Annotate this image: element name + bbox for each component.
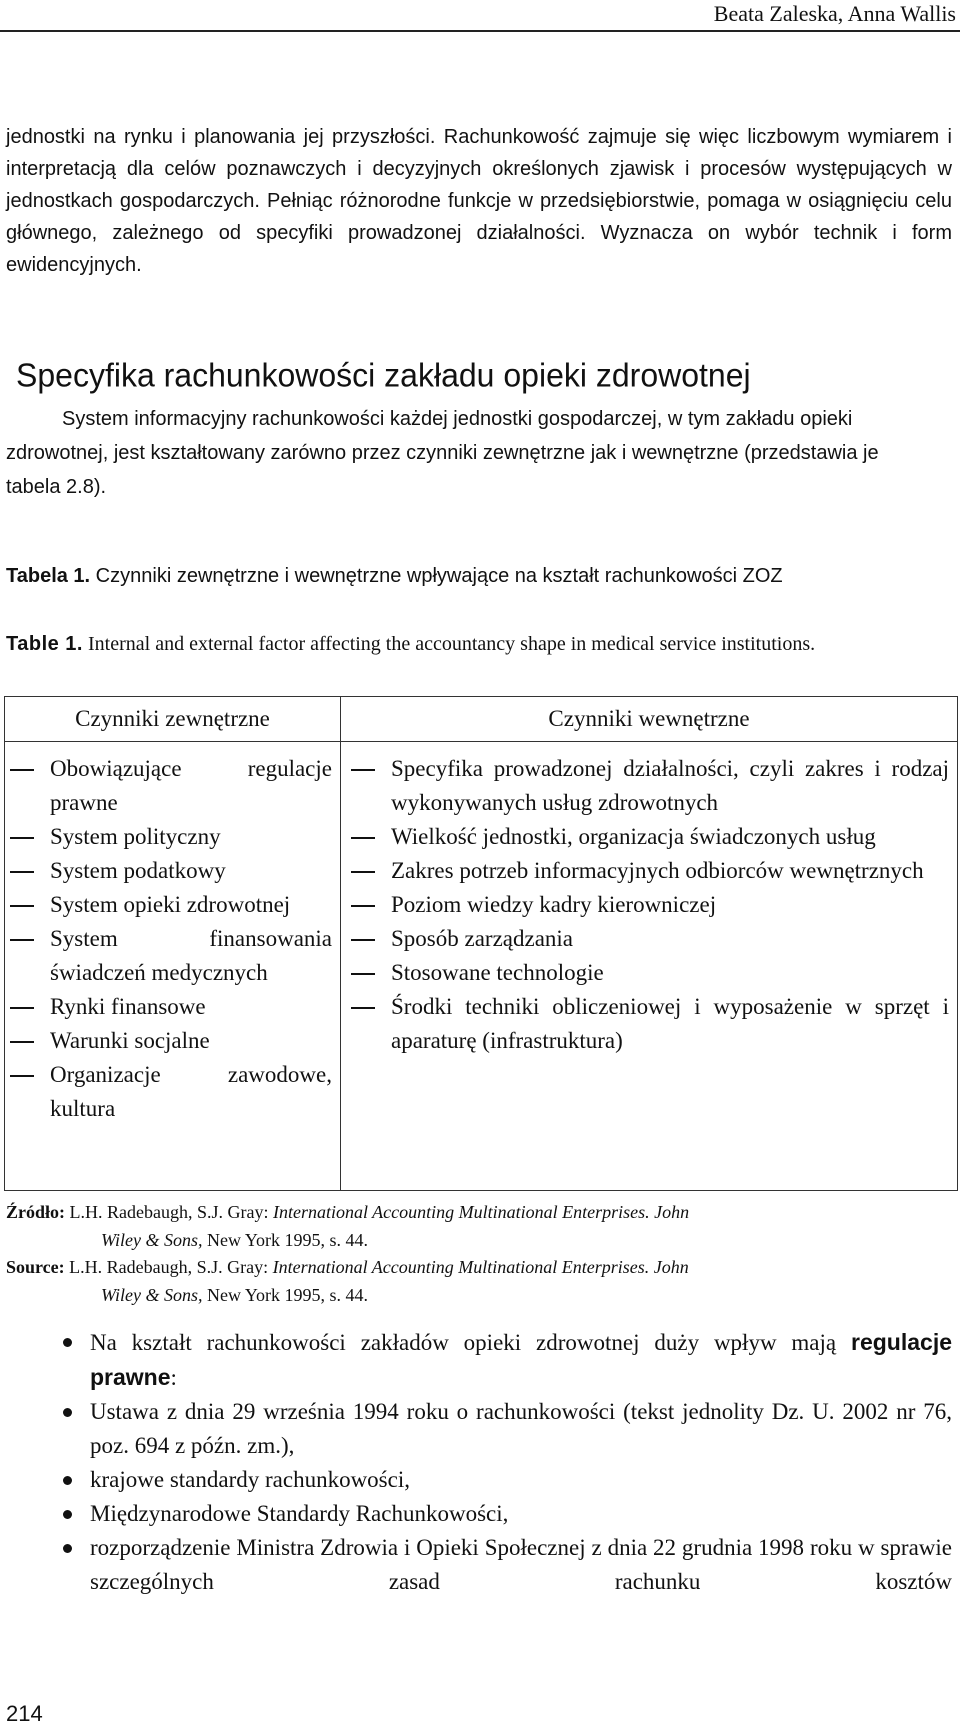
table-row — [5, 742, 958, 1191]
table-caption-pl — [6, 560, 952, 592]
section-heading: Specyfika rachunkowości zakładu opieki zdrowotnej — [16, 356, 751, 394]
bullet-1-bold: regulacje prawne — [90, 1329, 952, 1390]
source-place: New York 1995, s. 44. — [202, 1230, 369, 1250]
source-place: New York 1995, s. 44. — [202, 1285, 369, 1305]
bullet-1-text: Na kształt rachunkowości zakładów opieki zdrowotnej duży wpływ mają — [90, 1330, 851, 1355]
source-publisher: Wiley & Sons, — [101, 1230, 203, 1250]
list-item: Środki techniki obliczeniowej i wyposażenie w sprzęt i aparaturę (infrastruktura) — [341, 990, 957, 1058]
internal-factors-cell — [341, 742, 958, 1191]
list-item: Organizacje zawodowe, kultura — [5, 1058, 340, 1126]
header-external-factors: Czynniki zewnętrzne — [5, 697, 341, 742]
list-item: Obowiązujące regulacje prawne — [5, 752, 340, 820]
header-authors: Beata Zaleska, Anna Wallis — [713, 1, 956, 26]
source-authors: L.H. Radebaugh, S.J. Gray: — [64, 1257, 273, 1277]
table-caption-en — [6, 628, 952, 660]
caption-en-text: Internal and external factor affecting the accountancy shape in medical service institutions. — [83, 633, 816, 655]
caption-pl-label: Tabela 1. — [6, 565, 91, 587]
source-publisher-line — [6, 1226, 952, 1254]
list-item: Sposób zarządzania — [341, 922, 957, 956]
list-item: Stosowane technologie — [341, 956, 957, 990]
list-item: Wielkość jednostki, organizacja świadczonych usług — [341, 820, 957, 854]
source-note-pl — [6, 1198, 952, 1254]
source-title: International Accounting Multinational Enterprises. John — [272, 1257, 689, 1277]
caption-pl-text: Czynniki zewnętrzne i wewnętrzne wpływające na kształt rachunkowości ZOZ — [90, 565, 783, 587]
source-authors: L.H. Radebaugh, S.J. Gray: — [65, 1202, 273, 1222]
source-publisher: Wiley & Sons, — [101, 1285, 203, 1305]
intro-paragraph: jednostki na rynku i planowania jej przyszłości. Rachunkowość zajmuje się więc liczbowym wymiarem i interpretacją dla celów poznawczych i decyzyjnych określonych zjawisk i procesów występujących w jednostkach gospodarczych. Pełniąc różnorodne funkcje w przedsiębiorstwie, pomaga w osiągnięciu celu głównego, zależnego od specyfiki prowadzonej działalności. Wyznacza on wybór technik i form ewidencyjnych. — [6, 126, 952, 276]
list-item: Rynki finansowe — [5, 990, 340, 1024]
bullet-1-end: : — [170, 1365, 177, 1390]
list-item: System finansowania świadczeń medycznych — [5, 922, 340, 990]
factors-table — [4, 696, 958, 1191]
list-item: System opieki zdrowotnej — [5, 888, 340, 922]
header-internal-factors: Czynniki wewnętrzne — [341, 697, 958, 742]
list-item: Warunki socjalne — [5, 1024, 340, 1058]
table-header-row — [5, 697, 958, 742]
running-header — [0, 0, 960, 32]
regulations-bullet-list — [60, 1325, 952, 1599]
source-publisher-line — [6, 1281, 952, 1309]
list-item: Zakres potrzeb informacyjnych odbiorców wewnętrznych — [341, 854, 957, 888]
list-item: rozporządzenie Ministra Zdrowia i Opieki Społecznej z dnia 22 grudnia 1998 roku w sprawie szczególnych zasad rachunku kosztów — [60, 1531, 952, 1599]
list-item: System podatkowy — [5, 854, 340, 888]
list-item — [60, 1325, 952, 1395]
source-title: International Accounting Multinational Enterprises. John — [272, 1202, 690, 1222]
internal-factors-list — [341, 752, 957, 1058]
external-factors-list — [5, 752, 340, 1126]
external-factors-cell — [5, 742, 341, 1191]
source-en-label: Source: — [6, 1257, 65, 1277]
caption-en-label: Table 1. — [6, 633, 83, 655]
list-item: Poziom wiedzy kadry kierowniczej — [341, 888, 957, 922]
list-item: Specyfika prowadzonej działalności, czyli zakres i rodzaj wykonywanych usług zdrowotnych — [341, 752, 957, 820]
page-number: 214 — [6, 1701, 43, 1726]
list-item: krajowe standardy rachunkowości, — [60, 1463, 952, 1497]
list-item: System polityczny — [5, 820, 340, 854]
section-paragraph: System informacyjny rachunkowości każdej jednostki gospodarczej, w tym zakładu opieki zdrowotnej, jest kształtowany zarówno przez czynniki zewnętrzne jak i wewnętrzne (przedstawia je tabela 2.8). — [6, 408, 879, 498]
source-note-en — [6, 1253, 952, 1309]
list-item: Międzynarodowe Standardy Rachunkowości, — [60, 1497, 952, 1531]
source-pl-label: Źródło: — [6, 1202, 66, 1222]
list-item: Ustawa z dnia 29 września 1994 roku o rachunkowości (tekst jednolity Dz. U. 2002 nr 76, poz. 694 z późn. zm.), — [60, 1395, 952, 1463]
